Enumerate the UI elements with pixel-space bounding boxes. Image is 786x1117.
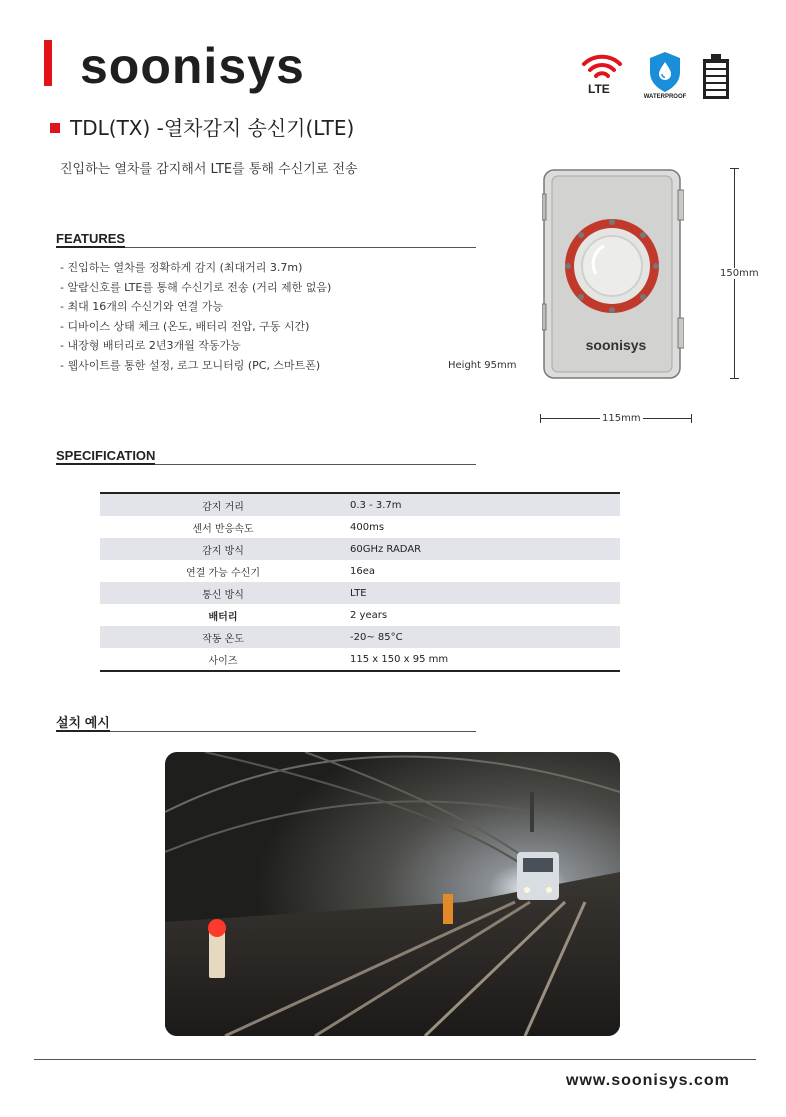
table-row [100, 516, 620, 538]
features-heading-text: FEATURES [56, 231, 126, 246]
spec-value: 400ms [350, 521, 385, 533]
spec-key: 사이즈 [208, 655, 238, 667]
spec-value: -20~ 85°C [346, 626, 620, 648]
features-list [60, 258, 331, 375]
spec-key: 감지 방식 [100, 538, 346, 560]
spec-key: 작동 온도 [100, 626, 346, 648]
feature-item: - 웹사이트를 통한 설정, 로그 모니터링 (PC, 스마트폰) [60, 358, 321, 372]
device-logo: soonisys [585, 337, 647, 353]
spec-key: 감지 거리 [100, 493, 346, 516]
spec-key: 연결 가능 수신기 [186, 567, 260, 579]
footer-divider [34, 1059, 756, 1060]
spec-key: 배터리 [208, 611, 238, 623]
length-label: 150mm [720, 268, 759, 279]
table-row [100, 648, 620, 671]
feature-item: - 디바이스 상태 체크 (온도, 배터리 전압, 구동 시간) [60, 319, 310, 333]
intro-text: 진입하는 열차를 감지해서 LTE를 통해 수신기로 전송 [60, 162, 358, 177]
specification-heading-text: SPECIFICATION [56, 448, 156, 463]
width-label: 115mm [602, 413, 641, 424]
table-row [100, 560, 620, 582]
spec-value: LTE [346, 582, 620, 604]
table-row [100, 604, 620, 626]
features-heading [56, 232, 476, 248]
specification-heading [56, 449, 476, 465]
spec-value: 60GHz RADAR [346, 538, 620, 560]
battery-icon [700, 54, 732, 100]
device-illustration [542, 166, 684, 380]
page-title: TDL(TX) -열차감지 송신기(LTE) [70, 116, 355, 140]
title-bullet [50, 123, 60, 133]
specification-table [100, 492, 620, 672]
logo-red-bar [44, 40, 52, 86]
lte-label: LTE [588, 82, 610, 96]
height-label: Height 95mm [448, 360, 517, 371]
waterproof-icon [636, 50, 694, 104]
waterproof-label: WATERPROOF [643, 94, 687, 100]
feature-item: - 최대 16개의 수신기와 연결 가능 [60, 300, 223, 313]
tunnel-photo [165, 752, 620, 1036]
website-url[interactable]: www.soonisys.com [566, 1072, 730, 1089]
spec-value: 16ea [350, 565, 376, 577]
table-row [100, 626, 620, 648]
feature-item: - 진입하는 열차를 정확하게 감지 (최대거리 3.7m) [60, 261, 303, 274]
lte-signal-icon [580, 52, 624, 98]
spec-value: 2 years [350, 609, 388, 621]
spec-value: 115 x 150 x 95 mm [350, 653, 449, 665]
table-row [100, 582, 620, 604]
installation-heading-text: 설치 예시 [56, 715, 110, 730]
feature-item: - 내장형 배터리로 2년3개월 작동가능 [60, 339, 241, 352]
spec-key: 센서 반응속도 [192, 523, 254, 535]
brand-logo: soonisys [80, 38, 305, 94]
spec-value: 0.3 - 3.7m [346, 493, 620, 516]
table-row [100, 493, 620, 516]
table-row [100, 538, 620, 560]
installation-heading [56, 716, 476, 732]
spec-key: 통신 방식 [100, 582, 346, 604]
feature-item: - 알람신호를 LTE를 통해 수신기로 전송 (거리 제한 없음) [60, 280, 332, 294]
